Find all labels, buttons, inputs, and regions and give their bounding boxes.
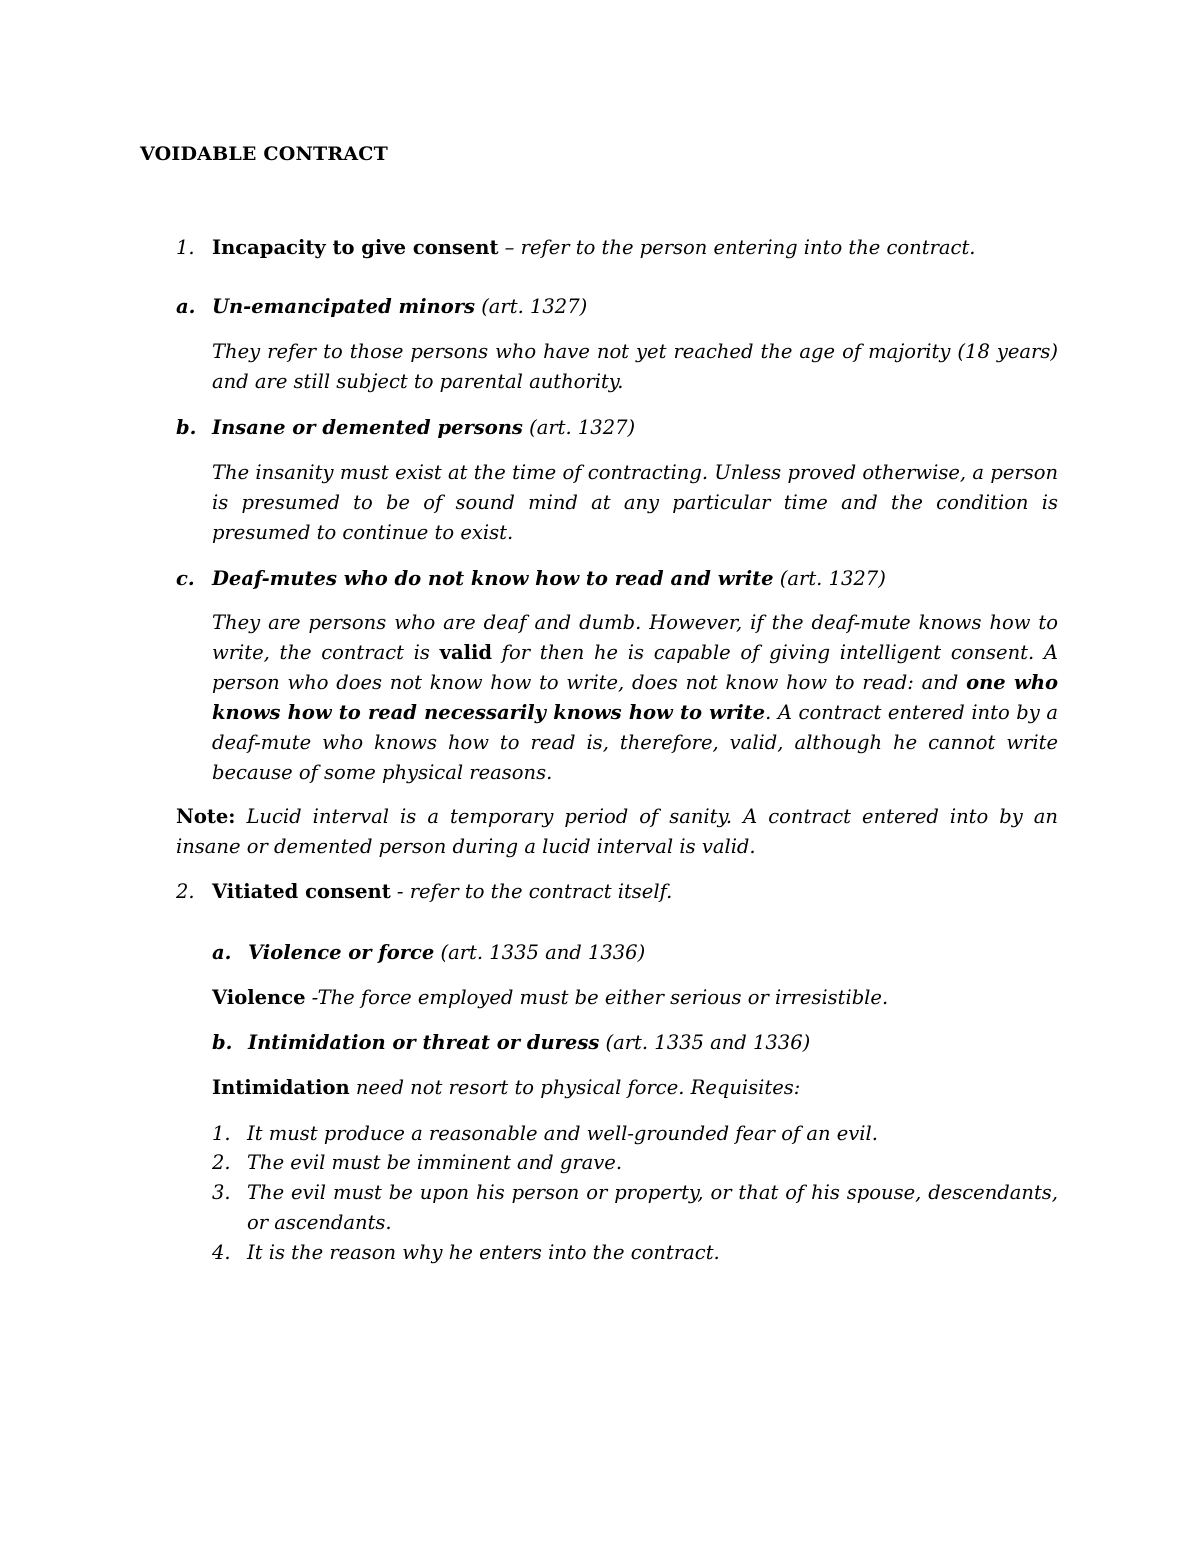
item-a-heading-line: [212, 292, 587, 322]
item-c-heading-line: [212, 564, 886, 594]
item-c-body-valid: valid: [439, 641, 493, 664]
item-c-marker-line: [176, 564, 195, 594]
item-b-heading-line: [212, 413, 635, 443]
violence-label: Violence: [212, 986, 306, 1009]
item-b-marker-line: [176, 413, 196, 443]
item-a2-marker-line: [212, 938, 231, 968]
violence-definition: [212, 983, 888, 1013]
item-b2-marker: b.: [212, 1031, 233, 1054]
item-b2-heading: Intimidation or threat or duress: [248, 1031, 600, 1054]
item-c-ref: (art. 1327): [773, 567, 886, 590]
item-a2-marker: a.: [212, 941, 232, 964]
section-1-desc: refer to the person entering into the contract.: [520, 236, 976, 259]
intimidation-body: need not resort to physical force. Requisites:: [349, 1076, 801, 1099]
item-a2-heading: Violence or force: [248, 941, 435, 964]
section-1-number: [176, 233, 195, 263]
section-2-desc: refer to the contract itself.: [409, 880, 673, 903]
intimidation-label: Intimidation: [212, 1076, 350, 1099]
section-2-num: 2.: [176, 880, 195, 903]
item-b2-marker-line: [212, 1028, 232, 1058]
requisite-1-num: 1.: [212, 1122, 231, 1145]
violence-body: -The force employed must be either serious or irresistible.: [305, 986, 889, 1009]
item-c-body-part-1: They are persons who are deaf and dumb. However, if the deaf-mute knows how to write, the contract is: [212, 611, 1058, 664]
requisite-2-num: 2.: [212, 1151, 231, 1174]
item-a-ref: (art. 1327): [475, 295, 588, 318]
item-c-marker: c.: [176, 567, 195, 590]
item-b-heading: Insane or demented persons: [212, 416, 523, 439]
item-a2-heading-line: [248, 938, 645, 968]
section-2-dash: -: [390, 880, 410, 903]
item-b-marker: b.: [176, 416, 197, 439]
section-2-number: [176, 877, 195, 907]
note-paragraph: [176, 802, 1058, 862]
item-a-marker: a.: [176, 295, 196, 318]
document-title: VOIDABLE CONTRACT: [140, 143, 388, 165]
requisite-4-text: It is the reason why he enters into the contract.: [247, 1241, 720, 1264]
note-body: Lucid interval is a temporary period of sanity. A contract entered into by an insane or demented person during a lucid interval is valid.: [176, 805, 1058, 858]
item-a2-ref: (art. 1335 and 1336): [434, 941, 646, 964]
item-b2-ref: (art. 1335 and 1336): [599, 1031, 811, 1054]
requisite-1-text: It must produce a reasonable and well-grounded fear of an evil.: [247, 1122, 878, 1145]
requisite-3-text: The evil must be upon his person or property, or that of his spouse, descendants, or ascendants.: [247, 1181, 1058, 1234]
item-a-body: They refer to those persons who have not yet reached the age of majority (18 years) and are still subject to parental authority.: [212, 340, 1058, 393]
item-c-body-part-3: . A contract entered into by a deaf-mute who knows how to read is, therefore, valid, although he cannot write because of some physical reasons.: [212, 701, 1058, 784]
item-c-body: [212, 608, 1058, 788]
section-2-heading: Vitiated consent: [212, 880, 391, 903]
requisite-3-num: 3.: [212, 1181, 231, 1204]
section-1-heading-line: [212, 233, 975, 263]
requisite-4-num: 4.: [212, 1241, 231, 1264]
section-2-heading-line: [212, 877, 672, 907]
item-b-ref: (art. 1327): [522, 416, 636, 439]
section-1-num: 1.: [176, 236, 195, 259]
item-c-body-part-2: for then he is capable of giving intelligent consent. A person who does not know how to write, does not know how to read: and: [212, 641, 1058, 694]
item-a-marker-line: [176, 292, 195, 322]
item-a-heading: Un-emancipated minors: [212, 295, 475, 318]
item-b-body: The insanity must exist at the time of contracting. Unless proved otherwise, a person is presumed to be of sound mind at any particular time and the condition is presumed to continue to exist.: [212, 461, 1058, 544]
requisite-2-text: The evil must be imminent and grave.: [247, 1151, 623, 1174]
section-1-heading: Incapacity to give consent: [212, 236, 499, 259]
intimidation-definition: [212, 1073, 800, 1103]
item-c-heading: Deaf-mutes who do not know how to read and write: [212, 567, 774, 590]
section-1-dash: –: [498, 236, 521, 259]
item-b2-heading-line: [248, 1028, 810, 1058]
item-c-body-bold: one who knows how to read necessarily knows how to write: [212, 671, 1059, 724]
note-label: Note:: [176, 805, 236, 828]
